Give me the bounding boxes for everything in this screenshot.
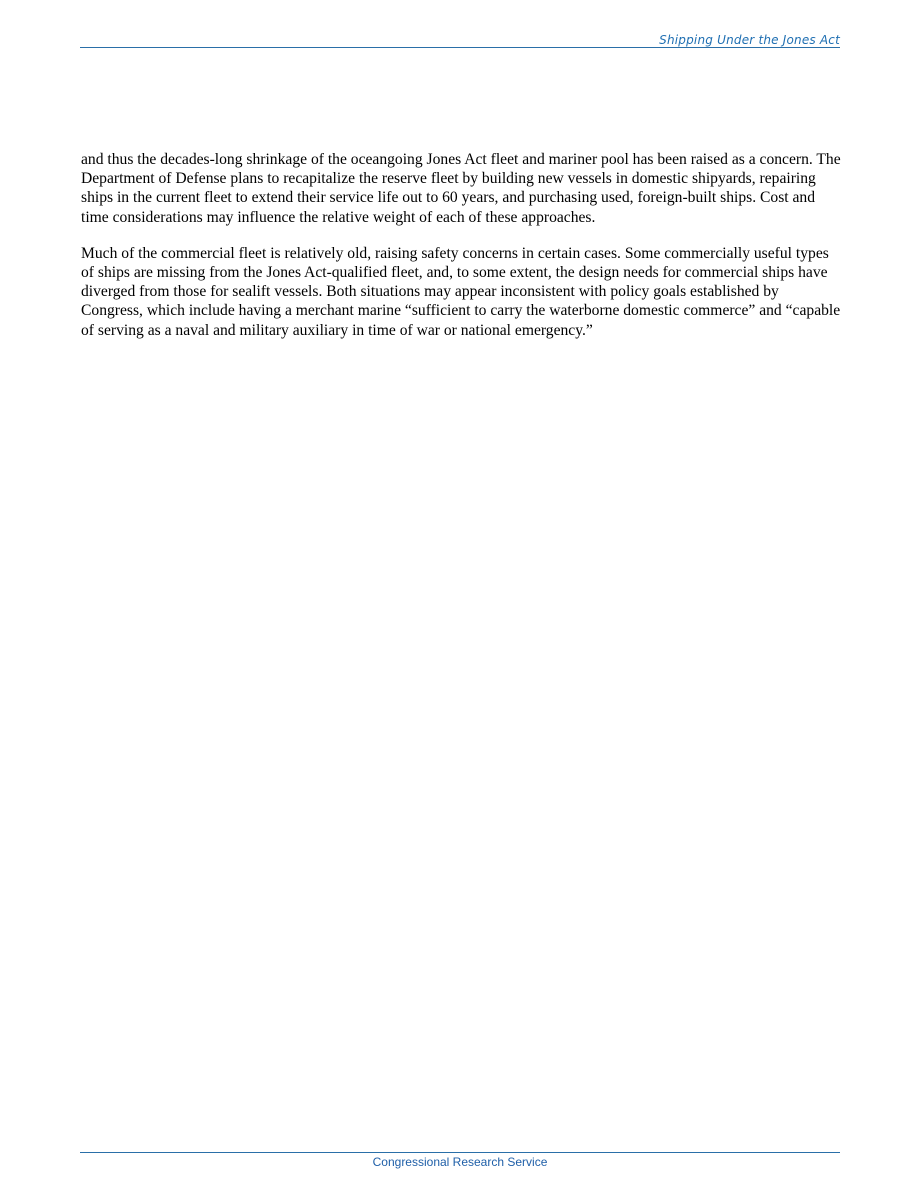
body-paragraph: and thus the decades-long shrinkage of the oceangoing Jones Act fleet and mariner pool has been raised as a concern. The Department of Defense plans to recapitalize the reserve fleet by building new vessels in domestic shipyards, repairing ships in the current fleet to extend their service life out to 60 years, and purchasing used, foreign-built ships. Cost and time considerations may influence the relative weight of each of these approaches. [81, 151, 841, 226]
running-footer [80, 1152, 840, 1169]
footer-label: Congressional Research Service [372, 1155, 548, 1169]
running-header-title: Shipping Under the Jones Act [659, 33, 840, 47]
running-header [80, 32, 840, 48]
body-text [81, 150, 843, 357]
body-paragraph: Much of the commercial fleet is relatively old, raising safety concerns in certain cases. Some commercially useful types of ships are missing from the Jones Act-qualified fleet, and, to some extent, the design needs for commercial ships have diverged from those for sealift vessels. Both situations may appear inconsistent with policy goals established by Congress, which include having a merchant marine “sufficient to carry the waterborne domestic commerce” and “capable of serving as a naval and military auxiliary in time of war or national emergency.” [81, 244, 841, 339]
